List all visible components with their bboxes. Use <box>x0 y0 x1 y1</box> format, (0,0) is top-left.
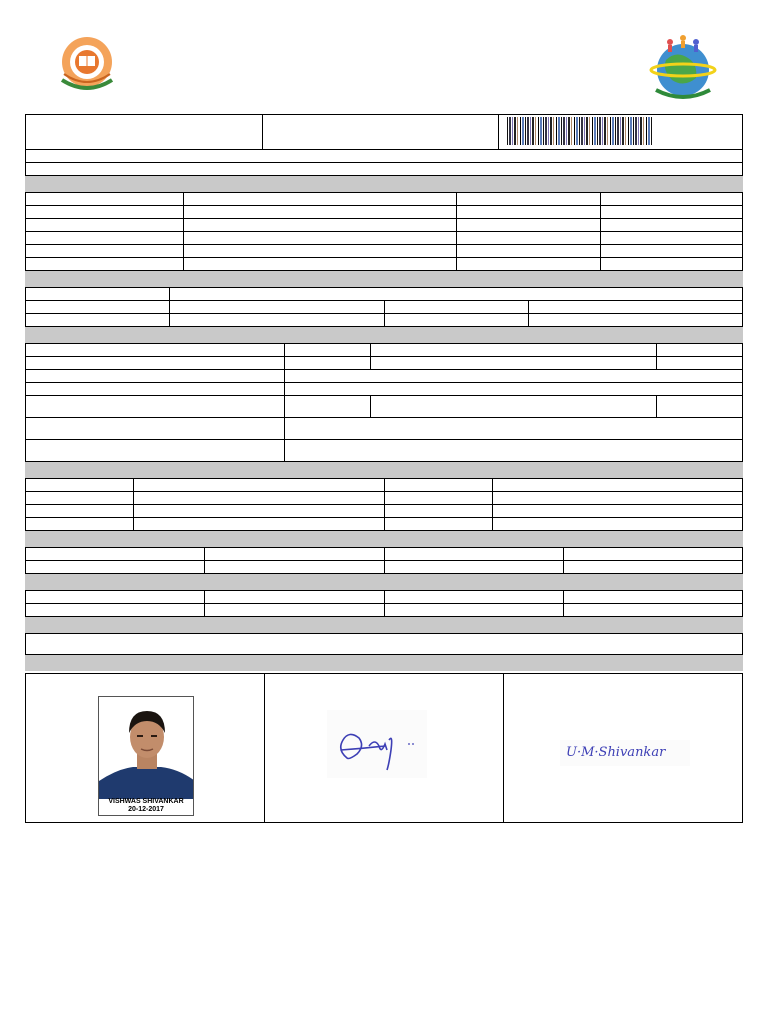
section-6-table <box>25 590 743 617</box>
table-row <box>26 370 743 383</box>
person-photo-icon <box>99 697 194 799</box>
table-row <box>26 383 743 396</box>
section-3-table <box>25 343 743 462</box>
table-row <box>26 288 743 301</box>
date-cell <box>263 115 499 149</box>
section-header-5 <box>25 531 743 547</box>
photo-cell <box>26 674 265 822</box>
barcode-icon <box>507 117 653 145</box>
table-row <box>26 219 743 232</box>
globe-children-logo-icon <box>648 30 718 102</box>
table-row <box>26 492 743 505</box>
table-row <box>26 479 743 492</box>
table-row <box>26 604 743 617</box>
kvs-logo <box>52 34 122 96</box>
photo-date: 20-12-2017 <box>128 806 164 813</box>
table-row <box>26 418 743 440</box>
table-row <box>26 440 743 462</box>
admission-form <box>25 114 743 823</box>
section-header-8 <box>25 655 743 671</box>
photo-caption <box>99 797 193 815</box>
section-header-4 <box>25 462 743 478</box>
section-5-table <box>25 547 743 574</box>
section-1-table <box>25 192 743 271</box>
declaration-box <box>25 633 743 655</box>
table-row <box>26 206 743 219</box>
table-row <box>26 561 743 574</box>
parent-signature-cell <box>504 674 742 822</box>
section-4-table <box>25 478 743 531</box>
table-row <box>26 518 743 531</box>
candidate-photo <box>98 696 194 816</box>
table-row <box>26 591 743 604</box>
table-row <box>26 505 743 518</box>
barcode-cell <box>499 115 742 149</box>
table-row <box>26 258 743 271</box>
candidate-signature-icon <box>327 710 427 778</box>
info-strip-2 <box>25 163 743 176</box>
table-row <box>26 396 743 418</box>
parent-signature-area <box>560 740 690 766</box>
table-row <box>26 245 743 258</box>
parent-signature: U·M·Shivankar <box>566 745 666 760</box>
section-header-6 <box>25 574 743 590</box>
info-strip-1 <box>25 150 743 163</box>
application-number-cell <box>26 115 263 149</box>
kvs-emblem-icon <box>52 34 122 96</box>
section-header-2 <box>25 271 743 287</box>
section-2-table <box>25 287 743 327</box>
table-row <box>26 344 743 357</box>
form-header-row <box>25 114 743 150</box>
table-row <box>26 301 743 314</box>
section-header-1 <box>25 176 743 192</box>
section-header-7 <box>25 617 743 633</box>
photo-name: VISHWAS SHIVANKAR <box>108 798 184 805</box>
section-header-3 <box>25 327 743 343</box>
program-logo <box>648 30 718 102</box>
table-row <box>26 357 743 370</box>
table-row <box>26 314 743 327</box>
candidate-signature-cell <box>265 674 504 822</box>
photo-signature-row <box>25 673 743 823</box>
table-row <box>26 193 743 206</box>
table-row <box>26 548 743 561</box>
table-row <box>26 232 743 245</box>
